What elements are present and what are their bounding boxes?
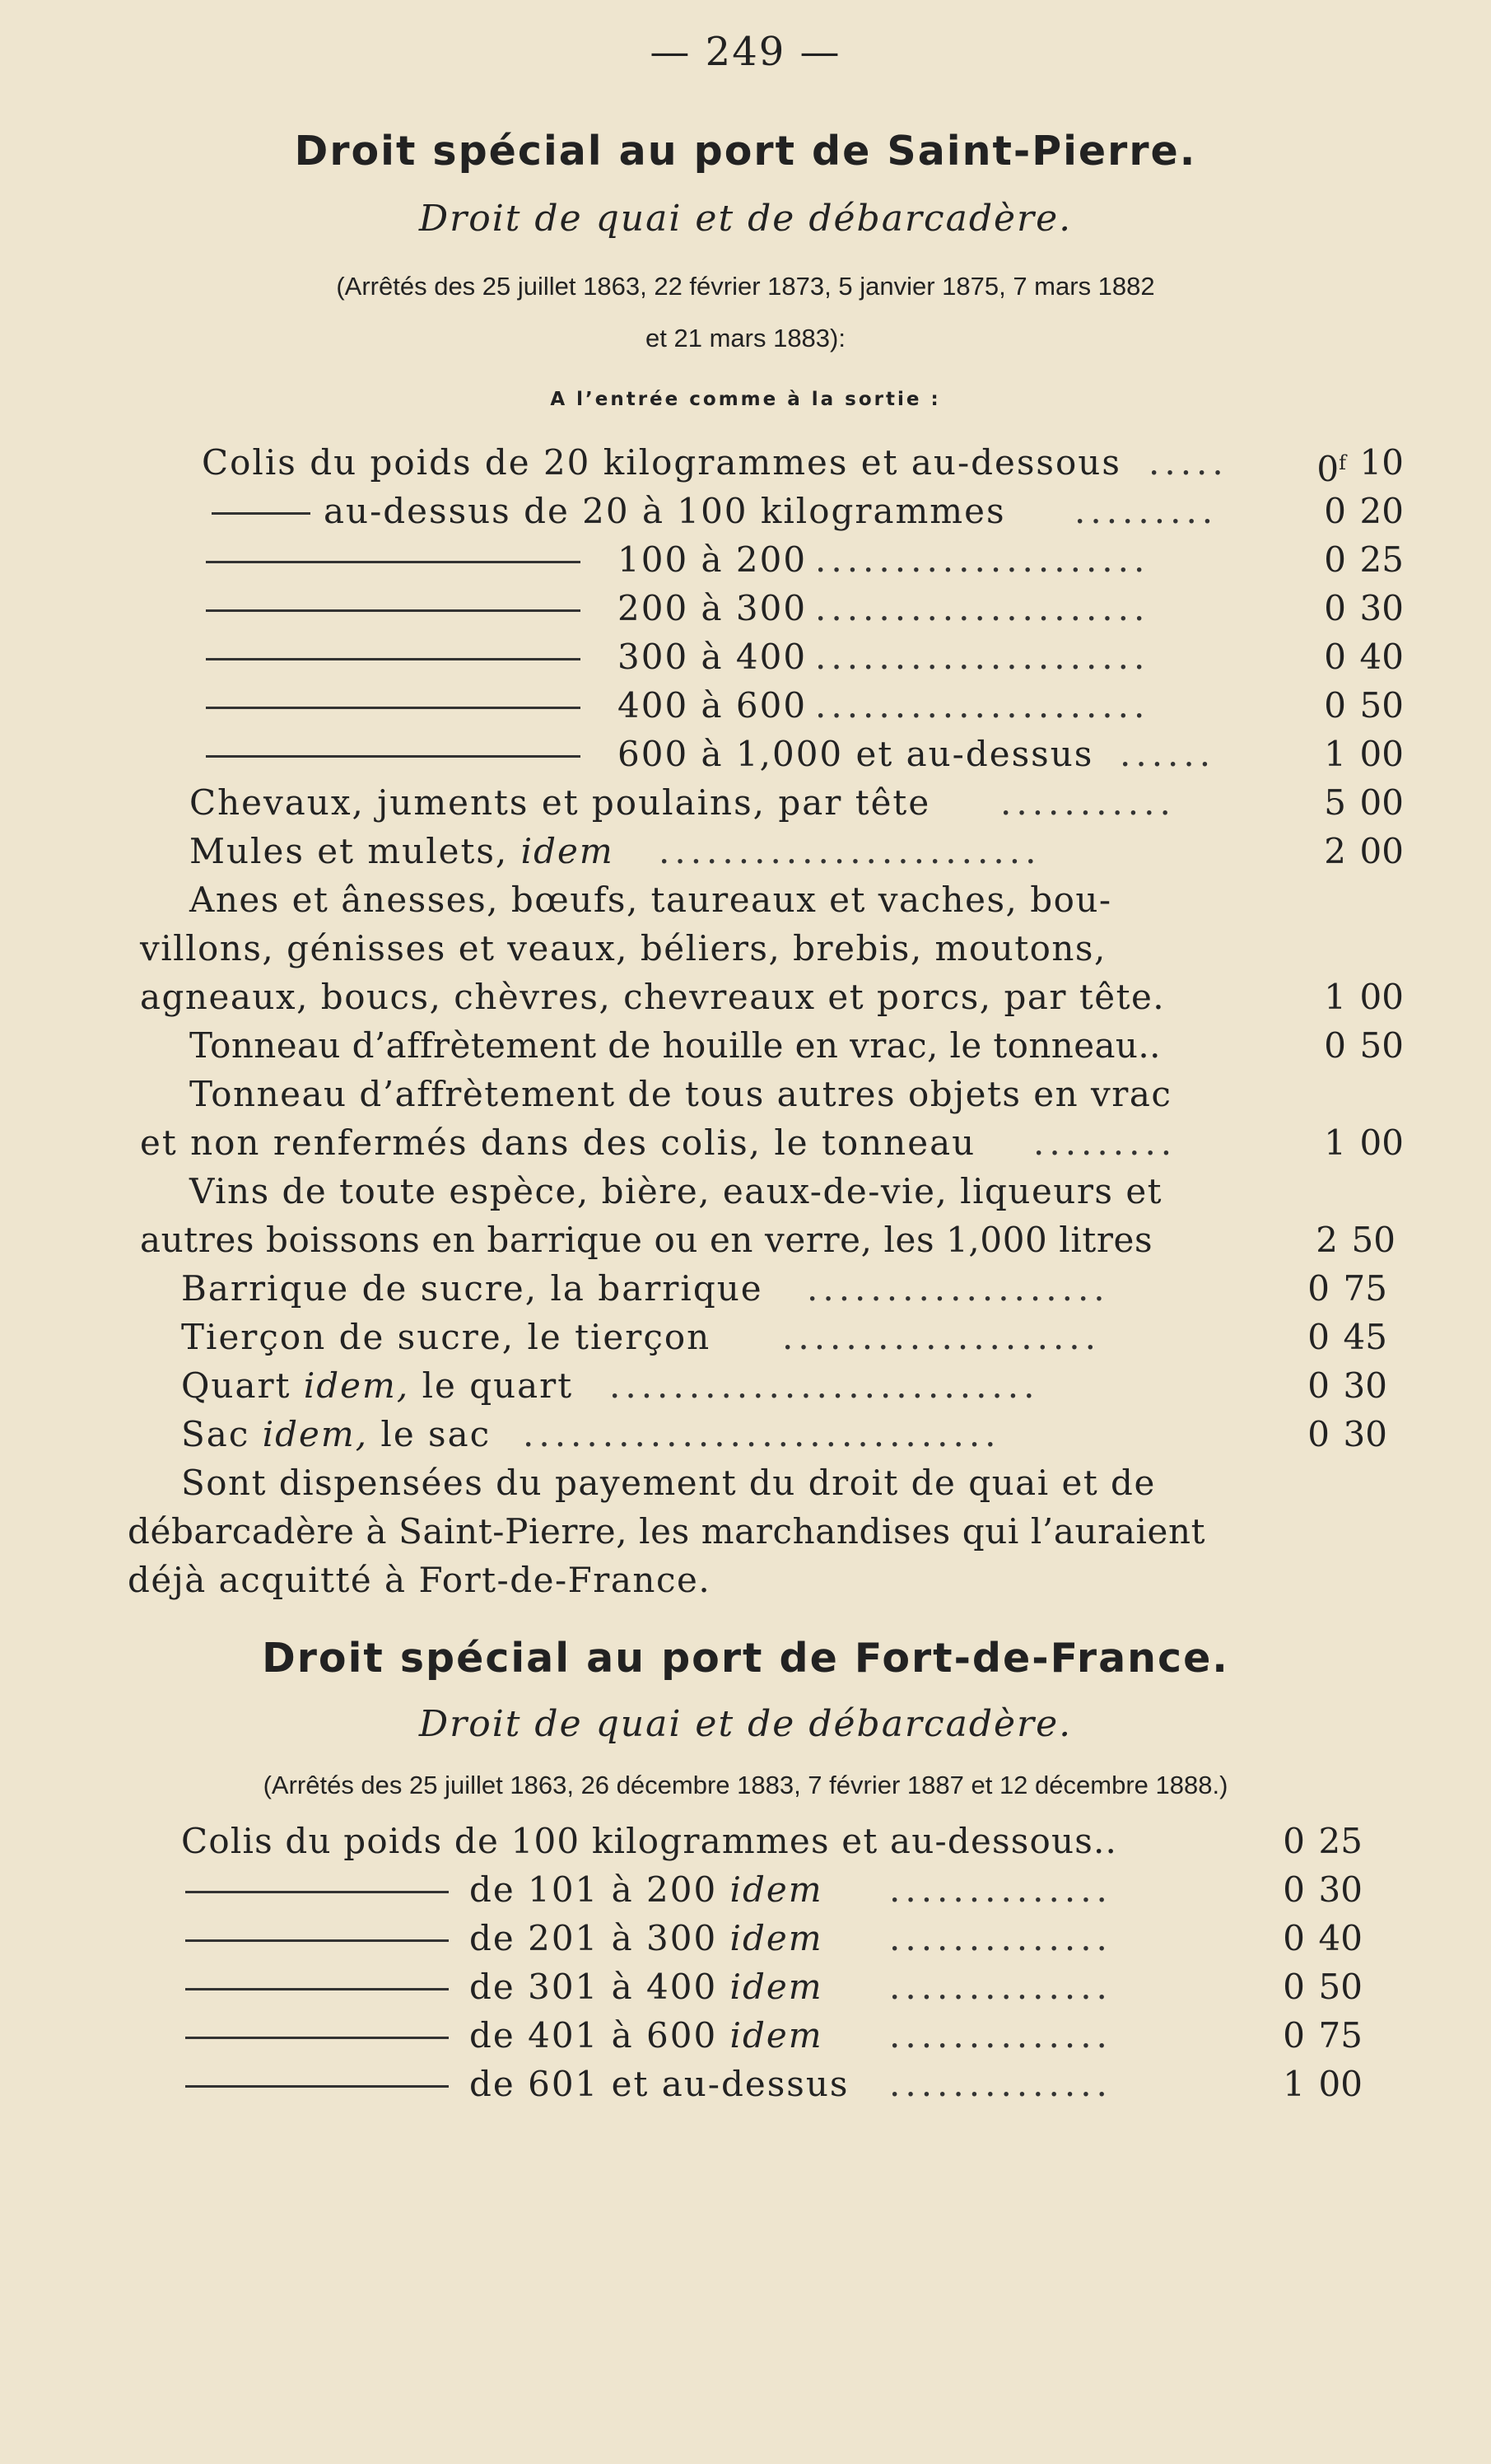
leader-dots: .................... — [782, 1317, 1102, 1357]
citation-line: (Arrêtés des 25 juillet 1863, 26 décembre 1883, 7 février 1887 et 12 décembre 1888.) — [263, 1771, 1228, 1799]
tariff-row — [181, 1411, 1404, 1458]
amount-cents: 10 — [1359, 442, 1404, 483]
tariff-row — [181, 1866, 1391, 1914]
amount-cents: 30 — [1318, 1869, 1363, 1910]
amount-cents: 30 — [1343, 1365, 1387, 1406]
tariff-row — [181, 1314, 1404, 1361]
amount-units: 1 — [1324, 734, 1346, 774]
leader-dots: .............. — [889, 1869, 1112, 1910]
amount-units: 0 — [1324, 539, 1346, 580]
ditto-dash — [185, 2085, 449, 2088]
tariff-row — [202, 585, 1404, 632]
row-line: villons, génisses et veaux, béliers, brebis, moutons, — [140, 928, 1107, 968]
tariff-row — [202, 536, 1404, 584]
row-line: Anes et ânesses, bœufs, taureaux et vaches, bou- — [189, 880, 1112, 920]
leader-dots: ..................... — [815, 588, 1150, 628]
row-label: autres boissons en barrique ou en verre, les 1,000 litres — [140, 1220, 1153, 1260]
row-label: Quart — [181, 1365, 291, 1406]
ditto-dash — [206, 561, 580, 563]
ditto-dash — [206, 658, 580, 660]
row-label: Sac — [181, 1414, 250, 1454]
amount-units: 5 — [1324, 782, 1346, 823]
entree-heading: A l’entrée comme à la sortie : — [550, 389, 941, 410]
amount-cents: 25 — [1318, 1821, 1363, 1861]
amount-cents: 00 — [1359, 977, 1404, 1017]
amount-cents: 30 — [1359, 588, 1404, 628]
tariff-row — [202, 439, 1404, 487]
tariff-row — [181, 2060, 1391, 2108]
amount-cents: 75 — [1343, 1268, 1387, 1309]
amount-units: 2 — [1316, 1220, 1338, 1260]
leader-dots: ........... — [1000, 782, 1176, 823]
amount-cents: 20 — [1359, 491, 1404, 531]
amount-cents: 75 — [1318, 2015, 1363, 2056]
ditto-dash — [206, 609, 580, 612]
idem-label: idem — [729, 1967, 823, 2007]
amount-units: 1 — [1283, 2064, 1305, 2104]
leader-dots: .............. — [889, 1918, 1112, 1958]
note-line: Sont dispensées du payement du droit de quai et de — [181, 1463, 1156, 1503]
leader-dots: ..................... — [815, 637, 1150, 677]
tariff-row — [202, 633, 1404, 681]
row-label: Barrique de sucre, la barrique — [181, 1268, 763, 1309]
row-label: de 101 à 200 — [469, 1869, 718, 1910]
ditto-dash — [206, 755, 580, 758]
row-label: Colis du poids de 100 kilogrammes et au-dessous.. — [181, 1821, 1118, 1861]
tariff-row — [140, 1119, 1404, 1167]
leader-dots: ..................... — [815, 685, 1150, 726]
row-label: Tonneau d’affrètement de houille en vrac, le tonneau.. — [189, 1025, 1161, 1066]
tariff-row — [189, 828, 1404, 875]
ditto-dash — [212, 512, 310, 515]
tariff-row — [189, 1022, 1404, 1070]
amount-units: 0 — [1307, 1268, 1330, 1309]
amount-units: 1 — [1324, 1122, 1346, 1163]
amount-cents: 25 — [1359, 539, 1404, 580]
leader-dots: ........................ — [659, 831, 1041, 871]
row-label-tail: le quart — [422, 1365, 574, 1406]
row-line: Tonneau d’affrètement de tous autres objets en vrac — [189, 1074, 1172, 1114]
row-label: 400 à 600 — [617, 685, 808, 726]
amount-cents: 50 — [1359, 1025, 1404, 1066]
amount-units: 0 — [1324, 1025, 1346, 1066]
note-line: déjà acquitté à Fort-de-France. — [128, 1560, 711, 1600]
tariff-row — [181, 2012, 1391, 2060]
idem-label: idem, — [303, 1365, 410, 1406]
amount-cents: 45 — [1343, 1317, 1387, 1357]
row-label: agneaux, boucs, chèvres, chevreaux et porcs, par tête. — [140, 977, 1166, 1017]
amount-units: 0 — [1307, 1365, 1330, 1406]
tariff-row — [202, 488, 1404, 535]
amount-units: 0 — [1283, 1869, 1305, 1910]
row-label: Colis du poids de 20 kilogrammes et au-dessous — [202, 442, 1121, 483]
amount-units: 2 — [1324, 831, 1346, 871]
idem-label: idem — [729, 1918, 823, 1958]
section-title-saint-pierre: Droit spécial au port de Saint-Pierre. — [294, 128, 1197, 175]
row-line: Vins de toute espèce, bière, eaux-de-vie, liqueurs et — [189, 1171, 1163, 1211]
leader-dots: .............. — [889, 2015, 1112, 2056]
row-label: 300 à 400 — [617, 637, 808, 677]
ditto-dash — [185, 2037, 449, 2039]
amount-cents: 40 — [1359, 637, 1404, 677]
tariff-row — [202, 730, 1404, 778]
ditto-dash — [185, 1939, 449, 1942]
leader-dots: ..... — [1149, 442, 1228, 483]
amount-units: 0 — [1324, 685, 1346, 726]
tariff-row — [181, 1963, 1391, 2011]
row-label: 100 à 200 — [617, 539, 808, 580]
page-number: — 249 — — [650, 29, 841, 75]
ditto-dash — [185, 1891, 449, 1893]
amount-cents: 50 — [1359, 685, 1404, 726]
row-label: de 201 à 300 — [469, 1918, 718, 1958]
section-subtitle: Droit de quai et de débarcadère. — [418, 1703, 1073, 1745]
idem-label: idem — [729, 1869, 823, 1910]
amount-units: 0 — [1307, 1414, 1330, 1454]
amount-cents: 00 — [1359, 1122, 1404, 1163]
row-label: de 301 à 400 — [469, 1967, 718, 2007]
tariff-row — [140, 973, 1404, 1021]
tariff-row — [181, 1915, 1391, 1962]
leader-dots: ..................... — [815, 539, 1150, 580]
note-line: débarcadère à Saint-Pierre, les marchandises qui l’auraient — [128, 1511, 1206, 1552]
section-subtitle: Droit de quai et de débarcadère. — [418, 198, 1073, 240]
row-label: et non renfermés dans des colis, le tonneau — [140, 1122, 976, 1163]
amount-cents: 40 — [1318, 1918, 1363, 1958]
row-label: 600 à 1,000 et au-dessus — [617, 734, 1094, 774]
amount-cents: 30 — [1343, 1414, 1387, 1454]
ditto-dash — [206, 707, 580, 709]
leader-dots: ...... — [1120, 734, 1216, 774]
amount-cents: 50 — [1351, 1220, 1395, 1260]
leader-dots: ......... — [1074, 491, 1218, 531]
idem-label: idem, — [262, 1414, 369, 1454]
row-label: 200 à 300 — [617, 588, 808, 628]
currency-mark: f — [1339, 451, 1346, 474]
section-title-fort-de-france: Droit spécial au port de Fort-de-France. — [262, 1635, 1229, 1682]
tariff-row — [202, 682, 1404, 730]
row-label: de 601 et au-dessus — [469, 2064, 850, 2104]
amount-units: 0 — [1316, 449, 1340, 489]
tariff-row — [140, 1216, 1404, 1264]
tariff-row — [181, 1818, 1391, 1865]
tariff-row — [189, 779, 1404, 827]
tariff-row — [181, 1265, 1404, 1313]
leader-dots: .............. — [889, 2064, 1112, 2104]
row-label: Mules et mulets, — [189, 831, 509, 871]
citation-line: (Arrêtés des 25 juillet 1863, 22 février 1873, 5 janvier 1875, 7 mars 1882 — [336, 272, 1155, 301]
amount-units: 1 — [1324, 977, 1346, 1017]
leader-dots: .............. — [889, 1967, 1112, 2007]
amount-cents: 00 — [1318, 2064, 1363, 2104]
amount-cents: 00 — [1359, 782, 1404, 823]
leader-dots: ........................... — [609, 1365, 1040, 1406]
amount-units: 0 — [1283, 2015, 1305, 2056]
amount-units: 0 — [1307, 1317, 1330, 1357]
row-label: Chevaux, juments et poulains, par tête — [189, 782, 931, 823]
ditto-dash — [185, 1988, 449, 1990]
amount-cents: 00 — [1359, 734, 1404, 774]
amount-units: 0 — [1283, 1821, 1305, 1861]
amount-units: 0 — [1283, 1918, 1305, 1958]
idem-label: idem — [729, 2015, 823, 2056]
amount-units: 0 — [1324, 637, 1346, 677]
amount-units: 0 — [1283, 1967, 1305, 2007]
leader-dots: ................... — [807, 1268, 1110, 1309]
leader-dots: ......... — [1033, 1122, 1177, 1163]
citation-line: et 21 mars 1883): — [645, 324, 846, 352]
amount-cents: 00 — [1359, 831, 1404, 871]
leader-dots: .............................. — [523, 1414, 1001, 1454]
row-label-tail: le sac — [380, 1414, 492, 1454]
row-label: au-dessus de 20 à 100 kilogrammes — [324, 491, 1006, 531]
idem-label: idem — [520, 831, 614, 871]
amount-units: 0 — [1324, 491, 1346, 531]
row-label: Tierçon de sucre, le tierçon — [181, 1317, 711, 1357]
amount-cents: 50 — [1318, 1967, 1363, 2007]
amount-units: 0 — [1324, 588, 1346, 628]
row-label: de 401 à 600 — [469, 2015, 718, 2056]
tariff-row — [181, 1362, 1404, 1410]
